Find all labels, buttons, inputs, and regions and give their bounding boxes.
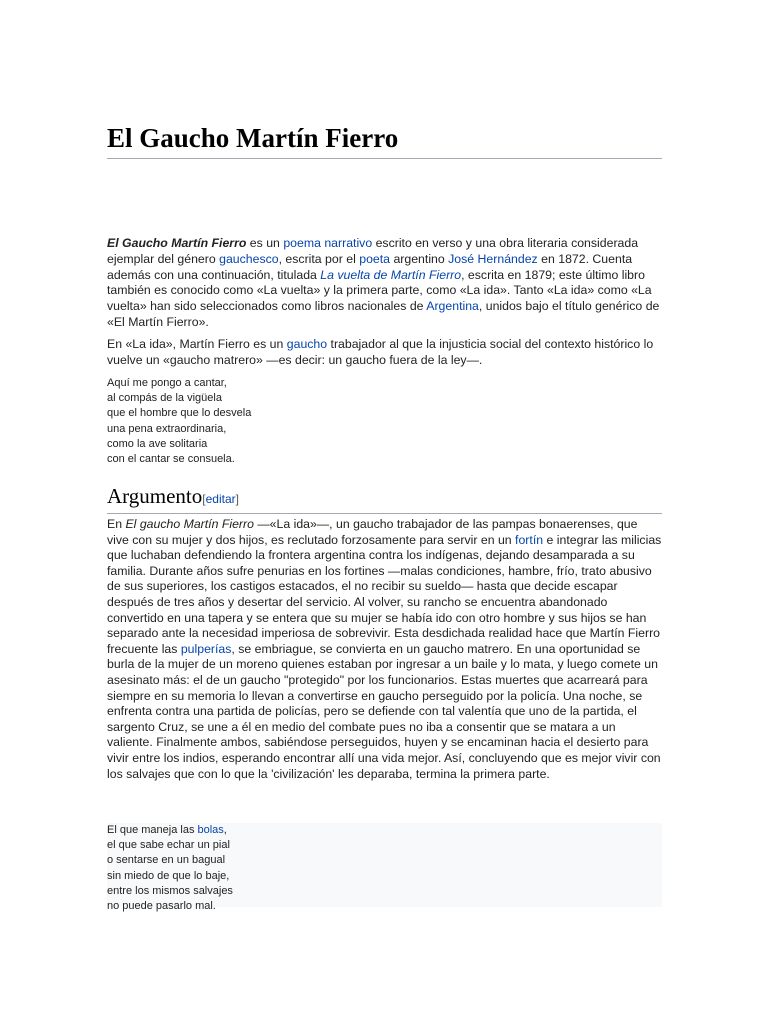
link-argentina[interactable]: Argentina [426, 299, 479, 314]
link-fortin[interactable]: fortín [515, 532, 544, 547]
poem-line: sin miedo de que lo baje, [107, 869, 230, 882]
poem-line: Aquí me pongo a cantar, [107, 377, 227, 389]
poem-excerpt-2 [107, 823, 662, 913]
poem-line: no puede pasarlo mal. [107, 900, 216, 913]
link-gauchesco[interactable]: gauchesco [219, 251, 279, 266]
edit-bracket: [ [202, 492, 206, 506]
para2-text: En «La ida», Martín Fierro es un [107, 337, 287, 351]
argument-text: , se embriague, se convierta en un gaucho matrero. En una oportunidad se burla de la mujer de un moreno quienes estaban por ingresar a un baile y lo mata, y luego comete un asesinato más: el de un gaucho "protegido" por los funcionarios. Estas muertes que acarreará para siempre en su memoria lo llevan a convertirse en gaucho perseguido por la policía. Una noche, se enfrenta contra una partida de policías, pero se defiende con tal valentía que uno de la partida, el sargento Cruz, se une a él en medio del combate pues no iba a consentir que se matara a un valiente. Finalmente ambos, sabiéndose perseguidos, huyen y se encaminan hacia el desierto para vivir entre los indios, esperando encontrar allí una vida mejor. Así, concluyendo que es mejor vivir con los salvajes que con lo que la 'civilización' les deparaba, termina la primera parte. [107, 641, 661, 781]
edit-section-link[interactable]: editar [205, 492, 236, 506]
link-poema-narrativo[interactable]: poema narrativo [283, 236, 373, 250]
link-la-vuelta[interactable]: La vuelta de Martín Fierro [320, 267, 462, 282]
poem-line: como la ave solitaria [107, 437, 208, 450]
poem-line: con el cantar se consuela. [107, 453, 235, 466]
section-heading-argumento [107, 482, 662, 514]
section-heading-text: Argumento [107, 484, 203, 508]
intro-title-bold: El Gaucho Martín Fierro [107, 236, 247, 250]
link-jose-hernandez[interactable]: José Hernández [448, 251, 538, 266]
edit-section [202, 492, 239, 506]
poem-line: entre los mismos salvajes [107, 884, 233, 897]
page-title: El Gaucho Martín Fierro [107, 118, 662, 159]
intro-text: argentino [390, 251, 449, 266]
intro-text: en 1872. Cuenta además con una continuación, titulada [107, 251, 633, 282]
para2-text: trabajador al que la injusticia social del contexto histórico lo vuelve un «gaucho matrero» —es decir: un gaucho fuera de la ley—. [107, 337, 654, 367]
argument-italic-title: El gaucho Martín Fierro [125, 517, 254, 531]
intro-text: escrito en verso y una obra literaria considerada ejemplar del género [107, 236, 639, 266]
poem-line-text: , [223, 824, 227, 836]
link-bolas[interactable]: bolas [197, 824, 224, 836]
second-paragraph [107, 337, 662, 369]
poem-line: una pena extraordinaria, [107, 422, 227, 435]
intro-text: es un [246, 236, 284, 250]
link-gaucho[interactable]: gaucho [286, 337, 328, 351]
intro-text: , escrita por el [278, 251, 360, 266]
argument-paragraph [107, 517, 662, 782]
edit-bracket: ] [235, 492, 239, 506]
link-poeta[interactable]: poeta [359, 251, 391, 266]
poem-line-text: El que maneja las [107, 824, 198, 836]
argument-text: —«La ida»—, un gaucho trabajador de las pampas bonaerenses, que vive con su mujer y dos hijos, es reclutado forzosamente para servir en un [107, 517, 638, 547]
poem-excerpt-1 [107, 376, 251, 467]
link-pulperias[interactable]: pulperías [180, 641, 232, 656]
intro-text: , escrita en 1879; este último libro también es conocido como «La vuelta» y la primera parte, como «La ida». Tanto «La ida» como «La vuelta» han sido seleccionados como libros nacionales de [107, 267, 652, 314]
poem-line: al compás de la vigüela [107, 392, 222, 405]
argument-text: e integrar las milicias que luchaban defendiendo la frontera argentina contra los indígenas, dejando desamparada a su familia. Durante años sufre penurias en los fortines —malas condiciones, hambre, frío, trato abusivo de sus superiores, los castigos estacados, el no recibir su sueldo— hasta que decide escapar después de tres años y desertar del servicio. Al volver, su rancho se encuentra abandonado convertido en una tapera y se entera que su mujer se había ido con otro hombre y sus hijos se han separado ante la necesidad imperiosa de sobrevivir. Esta desdichada realidad hace que Martín Fierro frecuente las [107, 532, 662, 656]
argument-text: En [107, 517, 126, 531]
intro-paragraph [107, 236, 662, 331]
poem-line: que el hombre que lo desvela [107, 407, 252, 420]
intro-text: , unidos bajo el título genérico de «El Martín Fierro». [107, 299, 660, 329]
poem-line: o sentarse en un bagual [107, 854, 226, 867]
poem-line [107, 823, 233, 838]
poem-line: el que sabe echar un pial [107, 839, 230, 852]
